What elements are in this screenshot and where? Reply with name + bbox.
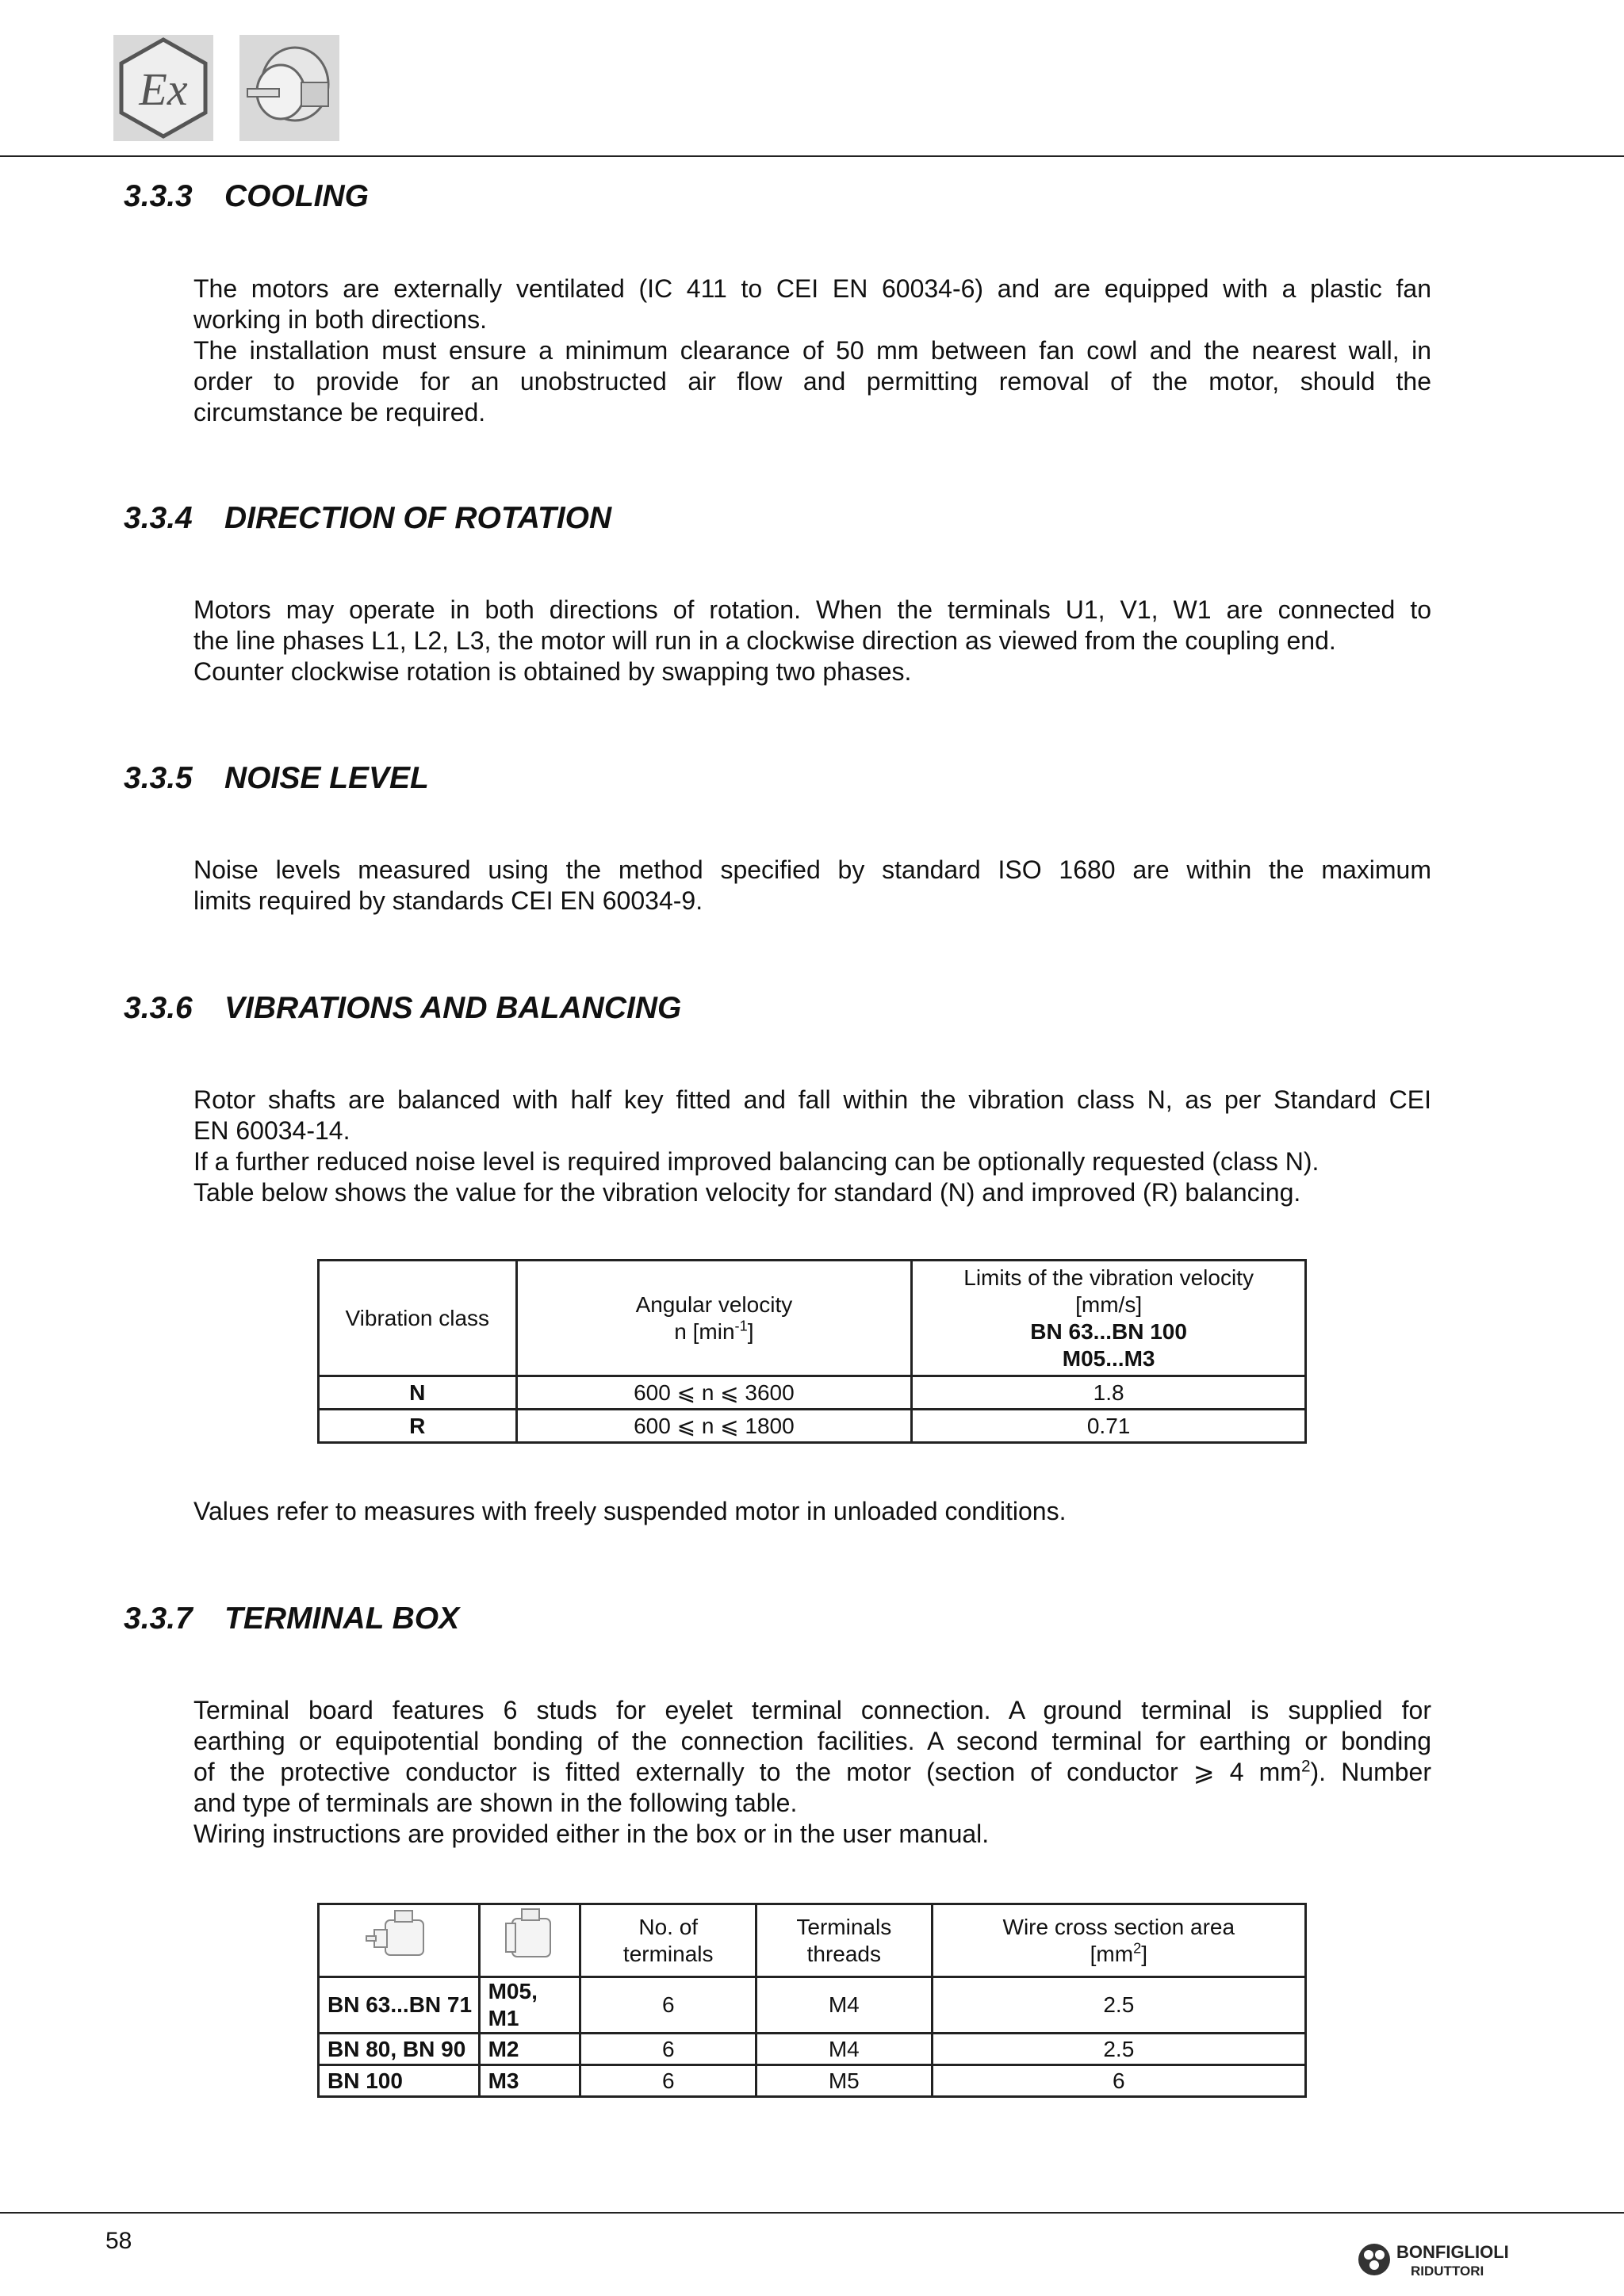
vibration-table xyxy=(317,1259,1307,1444)
cell-thread: M4 xyxy=(756,1977,933,2034)
table-row xyxy=(319,2065,1306,2097)
header-no-of-terminals: No. of terminals xyxy=(580,1904,756,1977)
cell-thread: M4 xyxy=(756,2034,933,2065)
header-terminal-threads: Terminals threads xyxy=(756,1904,933,1977)
section-heading-cooling: 3.3.3 COOLING xyxy=(124,179,369,213)
bonfiglioli-logo xyxy=(1357,2236,1523,2283)
bn-motor-icon xyxy=(319,1904,480,1977)
header-vibration-class: Vibration class xyxy=(319,1261,517,1376)
section-heading-noise: 3.3.5 NOISE LEVEL xyxy=(124,761,429,795)
table-row xyxy=(319,1977,1306,2034)
svg-text:Ex: Ex xyxy=(139,63,188,115)
motor-icon xyxy=(239,35,339,141)
vibration-table-header xyxy=(319,1261,1306,1376)
cell-class: N xyxy=(319,1376,517,1410)
cell-range: 600 ⩽ n ⩽ 1800 xyxy=(516,1410,912,1443)
cell-terminals: 6 xyxy=(580,2034,756,2065)
cell-m-size: M3 xyxy=(479,2065,580,2097)
terminal-box-paragraph: Terminal board features 6 studs for eyelet terminal connection. A ground terminal is supplied for earthing or equipotential bonding of the connection facilities. A second terminal for earthing or bonding of the protective conductor is fitted externally to the motor (section of conductor ⩾ 4 $mm^2$). Number and type of terminals are shown in the following table. Wiring instructions are provided either in the box or in the user manual. xyxy=(193,1696,1432,1848)
cell-area: 2.5 xyxy=(932,1977,1305,2034)
header-wire-cross-section: Wire cross section area $[mm^2]$ xyxy=(932,1904,1305,1977)
page-number: 58 xyxy=(105,2228,132,2254)
table-row xyxy=(319,1376,1306,1410)
cell-area: 6 xyxy=(932,2065,1305,2097)
header-rule xyxy=(0,155,1624,157)
svg-text:BONFIGLIOLI: BONFIGLIOLI xyxy=(1396,2242,1509,2262)
section-heading-vibrations: 3.3.6 VIBRATIONS AND BALANCING xyxy=(124,991,682,1025)
header-vibration-limits: Limits of the vibration velocity [mm/s] BN 63...BN 100 M05...M3 xyxy=(912,1261,1306,1376)
cell-m-size: M05, M1 xyxy=(479,1977,580,2034)
cell-terminals: 6 xyxy=(580,2065,756,2097)
cooling-paragraph: The motors are externally ventilated (IC 411 to CEI EN 60034-6) and are equipped with a plastic fan working in both directions. The installation must ensure a minimum clearance of 50 mm between fan cowl and the nearest wall, in order to provide for an unobstructed air flow and permitting removal of the motor, should the circumstance be required. xyxy=(193,274,1431,427)
cell-m-size: M2 xyxy=(479,2034,580,2065)
noise-paragraph: Noise levels measured using the method specified by standard ISO 1680 are within the maximum limits required by standards CEI EN 60034-9. xyxy=(193,855,1431,915)
terminal-table-header xyxy=(319,1904,1306,1977)
table-row xyxy=(319,2034,1306,2065)
cell-class: R xyxy=(319,1410,517,1443)
vibrations-note: Values refer to measures with freely suspended motor in unloaded conditions. xyxy=(193,1497,1067,1525)
header-angular-velocity: Angular velocity n $[\min^{-1}]$ xyxy=(516,1261,912,1376)
cell-bn-size: BN 100 xyxy=(319,2065,480,2097)
cell-thread: M5 xyxy=(756,2065,933,2097)
svg-text:RIDUTTORI: RIDUTTORI xyxy=(1411,2263,1484,2279)
vibrations-paragraph: Rotor shafts are balanced with half key fitted and fall within the vibration class N, as per Standard CEI EN 60034-14. If a further reduced noise level is required improved balancing can be optionally requested (class N). Table below shows the value for the vibration velocity for standard (N) and improved (R) balancing. xyxy=(193,1085,1431,1207)
footer-rule xyxy=(0,2212,1624,2214)
cell-area: 2.5 xyxy=(932,2034,1305,2065)
table-row xyxy=(319,1410,1306,1443)
cell-bn-size: BN 80, BN 90 xyxy=(319,2034,480,2065)
atex-ex-icon xyxy=(113,35,213,141)
section-heading-terminal-box: 3.3.7 TERMINAL BOX xyxy=(124,1601,460,1636)
terminal-table xyxy=(317,1903,1307,2098)
cell-range: 600 ⩽ n ⩽ 3600 xyxy=(516,1376,912,1410)
cell-limit: 1.8 xyxy=(912,1376,1306,1410)
section-heading-rotation: 3.3.4 DIRECTION OF ROTATION xyxy=(124,501,612,535)
m-motor-icon xyxy=(479,1904,580,1977)
cell-limit: 0.71 xyxy=(912,1410,1306,1443)
cell-terminals: 6 xyxy=(580,1977,756,2034)
rotation-paragraph: Motors may operate in both directions of rotation. When the terminals U1, V1, W1 are connected to the line phases L1, L2, L3, the motor will run in a clockwise direction as viewed from the coupling end. Counter clockwise rotation is obtained by swapping two phases. xyxy=(193,595,1431,686)
cell-bn-size: BN 63...BN 71 xyxy=(319,1977,480,2034)
